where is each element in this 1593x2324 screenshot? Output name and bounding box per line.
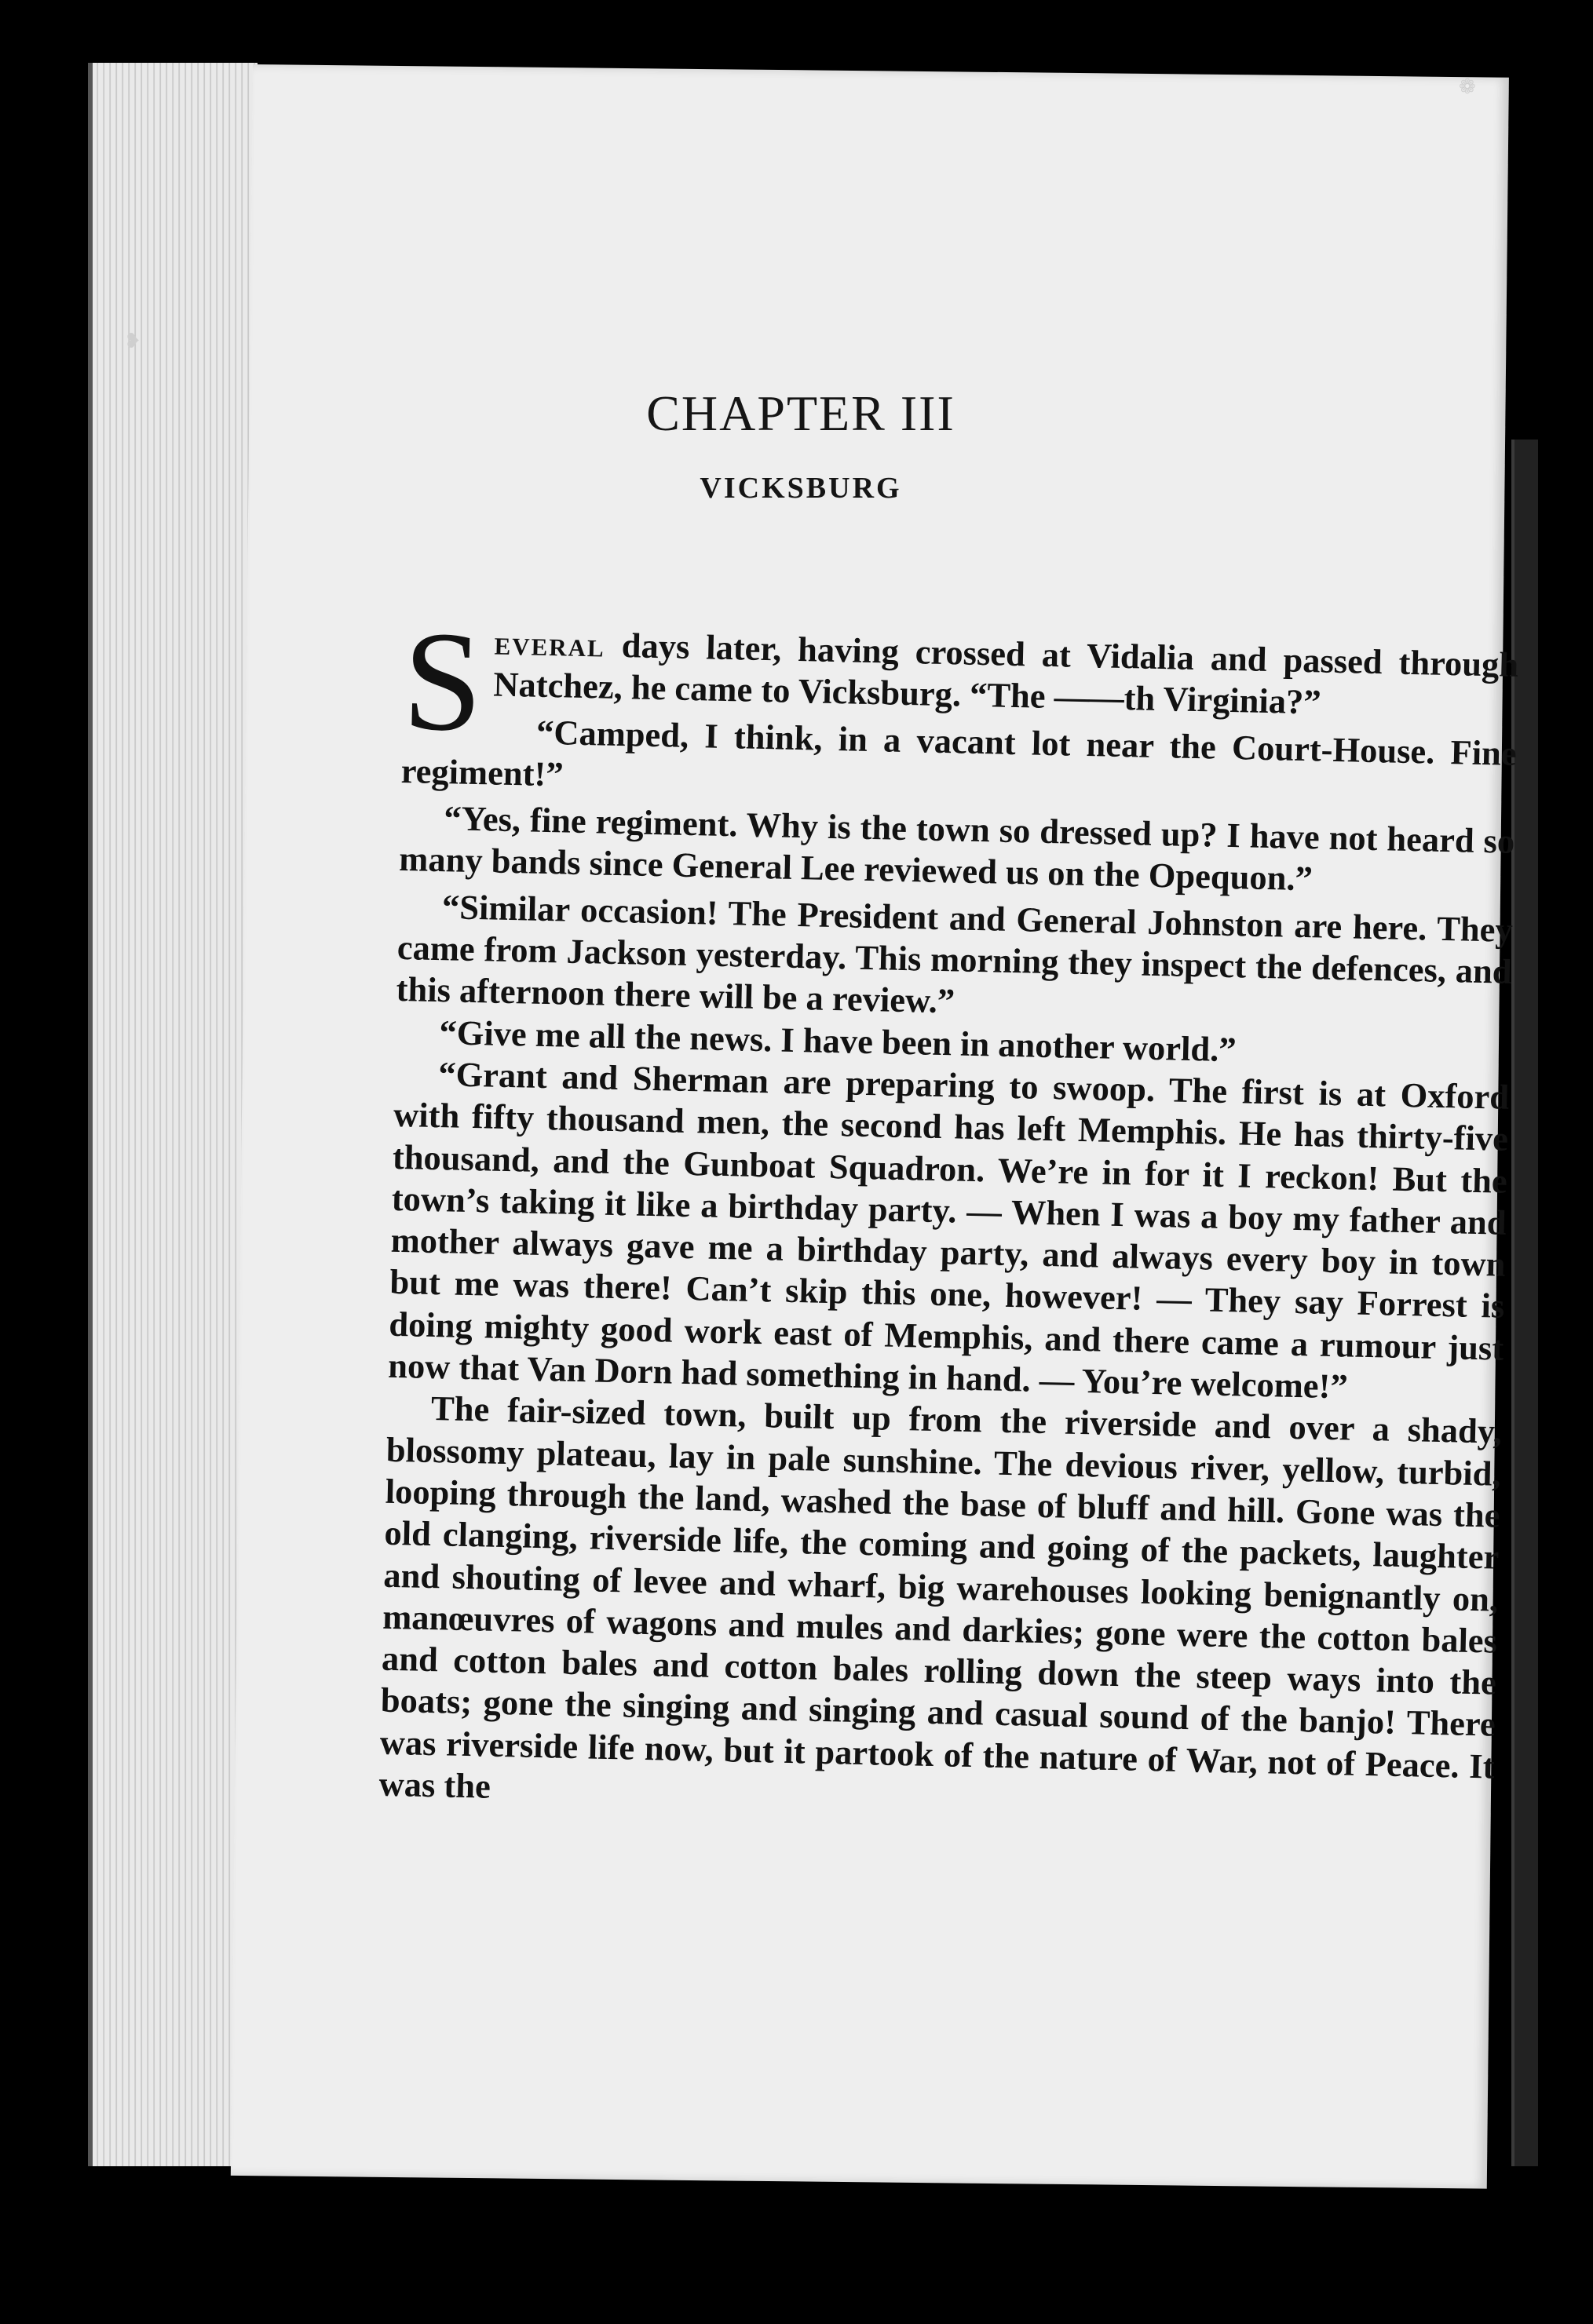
- chapter-body: [378, 602, 1519, 1830]
- paragraph: The fair-sized town, built up from the riverside and over a shady, blossomy plateau, lay in pale sunshine. The devious river, yellow, turbid, looping through the land, washed the base of bluff and hill. Gone was the old clanging, riverside life, the coming and going of the packets, laughter and shouting of levee and wharf, big warehouses looking benignantly on, manœuvres of wagons and mules and darkies; gone were the cotton bales and cotton bales and cotton bales rolling down the steep ways into the boats; gone the singing and singing and casual sound of the banjo! There was riverside life now, but it partook of the nature of War, not of Peace. It was the: [378, 1388, 1503, 1806]
- dust-speck: ❥: [124, 330, 141, 353]
- chapter-title: VICKSBURG: [700, 472, 902, 505]
- chapter-number: CHAPTER III: [646, 385, 955, 441]
- page-edges-stack: [88, 63, 258, 2166]
- dust-speck: ❁: [1459, 75, 1476, 99]
- paragraph-text: days later, having crossed at Vidalia and passed through Natchez, he came to Vicksburg. “The ——th Virginia?”: [492, 626, 1519, 722]
- paragraph: “Camped, I think, in a vacant lot near the Court-House. Fine regiment!”: [400, 712, 1518, 794]
- paragraph: “Give me all the news. I have been in another world.”: [439, 1012, 1237, 1069]
- drop-cap: S: [401, 602, 484, 762]
- lead-word: everal: [494, 622, 606, 665]
- paragraph: “Yes, fine regiment. Why is the town so dressed up? I have not heard so many bands since General Lee reviewed us on the Opequon.”: [398, 798, 1515, 899]
- paragraph: “Grant and Sherman are preparing to swoop. The first is at Oxford with fifty thousand men, the second has left Memphis. He has thirty-five thousand, and the Gunboat Squadron. We’re in for it I reckon! But the town’s taking it like a birthday party. — When I was a boy my father and mother always gave me a birthday party, and always every boy in town but me was there! Can’t skip this one, however! — They say Forrest is doing mighty good work east of Memphis, and there came a rumour just now that Van Dorn had something in hand. — You’re welcome!”: [387, 1054, 1510, 1406]
- paragraph: “Similar occasion! The President and General Johnston are here. They came from Jackson yesterday. This morning they inspect the defences, and this afternoon there will be a review.”: [396, 886, 1514, 1021]
